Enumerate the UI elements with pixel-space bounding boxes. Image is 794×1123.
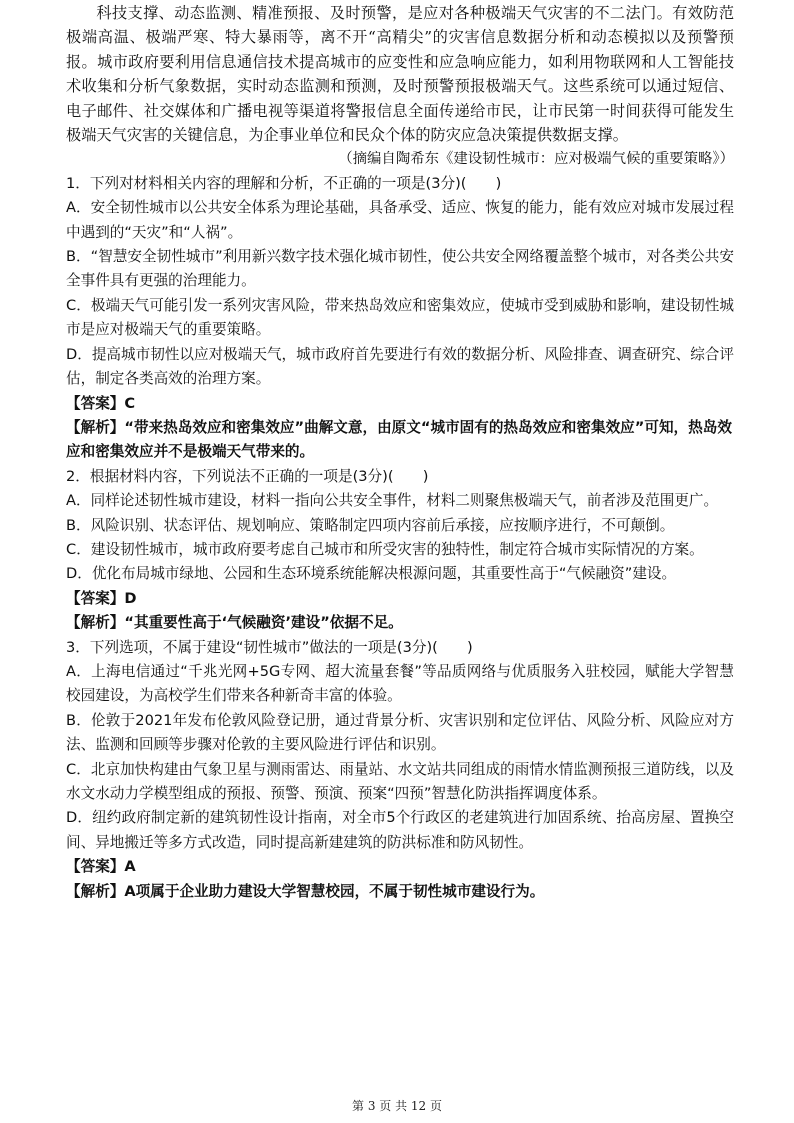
option-b: B．风险识别、状态评估、规划响应、策略制定四项内容前后承接，应按顺序进行，不可颠倒。 bbox=[66, 516, 675, 534]
page-number: 第 3 页 共 12 页 bbox=[352, 1099, 442, 1113]
answer-line bbox=[66, 392, 734, 416]
answer-line bbox=[66, 587, 734, 611]
question-2 bbox=[66, 465, 734, 636]
option-c: C．极端天气可能引发一系列灾害风险，带来热岛效应和密集效应，使城市受到威胁和影响，建设韧性城市是应对极端天气的重要策略。 bbox=[66, 296, 734, 339]
explanation-line bbox=[66, 416, 734, 465]
explanation-line bbox=[66, 611, 734, 635]
answer-value: D bbox=[124, 589, 137, 607]
explanation-text: “带来热岛效应和密集效应”曲解文意，由原文“城市固有的热岛效应和密集效应”可知，热岛效应和密集效应并不是极端天气带来的。 bbox=[66, 418, 732, 461]
option-c: C．北京加快构建由气象卫星与测雨雷达、雨量站、水文站共同组成的雨情水情监测预报三道防线，以及水文水动力学模型组成的预报、预警、预演、预案“四预”智慧化防洪指挥调度体系。 bbox=[66, 760, 734, 802]
option-d: D．纽约政府制定新的建筑韧性设计指南，对全市5个行政区的老建筑进行加固系统、抬高房屋、置换空间、异地搬迁等多方式改造，同时提高新建建筑的防洪标准和防风韧性。 bbox=[66, 809, 734, 851]
explanation-label: 【解析】 bbox=[66, 882, 125, 900]
passage-paragraph: 科技支撑、动态监测、精准预报、及时预警，是应对各种极端天气灾害的不二法门。有效防范极端高温、极端严寒、特大暴雨等，离不开“高精尖”的灾害信息数据分析和动态模拟以及预警预报。城市政府要利用信息通信技术提高城市的应变性和应急响应能力，如利用物联网和人工智能技术收集和分析气象数据，实时动态监测和预测，及时预警预报极端天气。这些系统可以通过短信、电子邮件、社交媒体和广播电视等渠道将警报信息全面传递给市民，让市民第一时间获得可能发生极端天气灾害的关键信息，为企事业单位和民众个体的防灾应急决策提供数据支撑。 bbox=[66, 4, 734, 145]
question-1 bbox=[66, 172, 734, 465]
question-stem: 3．下列选项，不属于建设“韧性城市”做法的一项是(3分)( ) bbox=[66, 638, 473, 656]
option-a: A．安全韧性城市以公共安全体系为理论基础，具备承受、适应、恢复的能力，能有效应对城市发展过程中遇到的“天灾”和“人祸”。 bbox=[66, 199, 734, 241]
passage-source: （摘编自陶希东《建设韧性城市：应对极端气候的重要策略》） bbox=[338, 151, 734, 168]
option-c: C．建设韧性城市，城市政府要考虑自己城市和所受灾害的独特性，制定符合城市实际情况的方案。 bbox=[66, 540, 704, 558]
answer-label: 【答案】 bbox=[66, 858, 125, 876]
explanation-label: 【解析】 bbox=[66, 418, 125, 436]
answer-label: 【答案】 bbox=[66, 394, 125, 412]
option-d: D．优化布局城市绿地、公园和生态环境系统能解决根源问题，其重要性高于“气候融资”建设。 bbox=[66, 565, 677, 583]
exam-page bbox=[66, 0, 734, 904]
question-stem: 1．下列对材料相关内容的理解和分析，不正确的一项是(3分)( ) bbox=[66, 174, 502, 192]
option-a: A．同样论述韧性城市建设，材料一指向公共安全事件，材料二则聚焦极端天气，前者涉及范围更广。 bbox=[66, 492, 719, 510]
question-stem: 2．根据材料内容，下列说法不正确的一项是(3分)( ) bbox=[66, 467, 429, 485]
explanation-text: A项属于企业助力建设大学智慧校园，不属于韧性城市建设行为。 bbox=[124, 882, 545, 900]
answer-value: C bbox=[124, 394, 136, 412]
question-3 bbox=[66, 636, 734, 904]
option-a: A．上海电信通过“千兆光网+5G专网、超大流量套餐”等品质网络与优质服务入驻校园，赋能大学智慧校园建设，为高校学生们带来各种新奇丰富的体验。 bbox=[66, 662, 734, 705]
answer-value: A bbox=[124, 858, 136, 876]
answer-line bbox=[66, 855, 734, 879]
explanation-text: “其重要性高于‘气候融资’建设”依据不足。 bbox=[124, 614, 403, 632]
option-b: B．伦敦于2021年发布伦敦风险登记册，通过背景分析、灾害识别和定位评估、风险分析、风险应对方法、监测和回顾等步骤对伦敦的主要风险进行评估和识别。 bbox=[66, 711, 734, 754]
explanation-label: 【解析】 bbox=[66, 614, 125, 632]
answer-label: 【答案】 bbox=[66, 589, 125, 607]
explanation-line bbox=[66, 880, 734, 904]
option-d: D．提高城市韧性以应对极端天气，城市政府首先要进行有效的数据分析、风险排查、调查研究、综合评估，制定各类高效的治理方案。 bbox=[66, 345, 734, 388]
option-b: B．“智慧安全韧性城市”利用新兴数字技术强化城市韧性，使公共安全网络覆盖整个城市，对各类公共安全事件具有更强的治理能力。 bbox=[66, 248, 734, 290]
